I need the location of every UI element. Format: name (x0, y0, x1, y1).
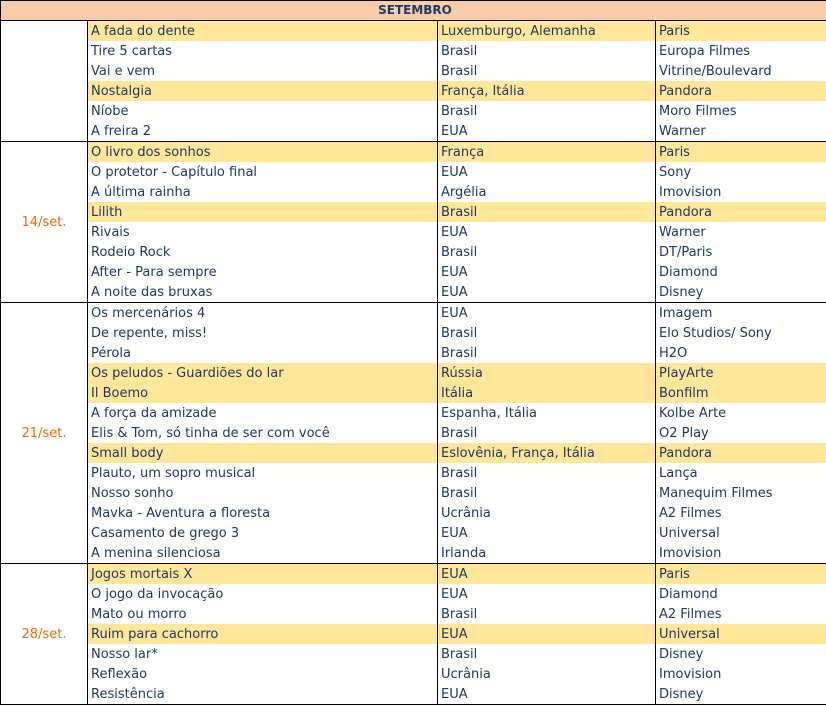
distributor-cell: Sony (656, 162, 826, 182)
month-title: SETEMBRO (1, 1, 826, 21)
film-row (1, 242, 826, 262)
film-title-cell: Resistência (88, 684, 438, 705)
distributor-cell: Universal (656, 624, 826, 644)
country-cell: Ucrânia (438, 664, 656, 684)
country-cell: EUA (438, 262, 656, 282)
film-row (1, 383, 826, 403)
country-cell: Brasil (438, 202, 656, 222)
film-row (1, 222, 826, 242)
distributor-cell: Imovision (656, 664, 826, 684)
distributor-cell: Paris (656, 564, 826, 585)
film-title-cell: A fada do dente (88, 21, 438, 42)
country-cell: EUA (438, 584, 656, 604)
distributor-cell: Diamond (656, 584, 826, 604)
release-date-cell: 14/set. (1, 142, 88, 303)
country-cell: EUA (438, 564, 656, 585)
country-cell: EUA (438, 222, 656, 242)
country-cell: EUA (438, 282, 656, 303)
distributor-cell: Manequim Filmes (656, 483, 826, 503)
film-row (1, 202, 826, 222)
distributor-cell: Pandora (656, 443, 826, 463)
country-cell: Espanha, Itália (438, 403, 656, 423)
distributor-cell: Imovision (656, 182, 826, 202)
country-cell: França (438, 142, 656, 163)
film-title-cell: Os peludos - Guardiões do lar (88, 363, 438, 383)
film-title-cell: A noite das bruxas (88, 282, 438, 303)
film-row (1, 644, 826, 664)
film-title-cell: Rivais (88, 222, 438, 242)
distributor-cell: Paris (656, 21, 826, 42)
film-title-cell: Casamento de grego 3 (88, 523, 438, 543)
country-cell: Brasil (438, 483, 656, 503)
country-cell: EUA (438, 684, 656, 705)
country-cell: Irlanda (438, 543, 656, 564)
film-row (1, 61, 826, 81)
film-title-cell: A última rainha (88, 182, 438, 202)
distributor-cell: A2 Filmes (656, 604, 826, 624)
film-title-cell: O jogo da invocação (88, 584, 438, 604)
film-title-cell: Lilith (88, 202, 438, 222)
film-row (1, 21, 826, 42)
film-row (1, 41, 826, 61)
distributor-cell: Bonfilm (656, 383, 826, 403)
distributor-cell: Paris (656, 142, 826, 163)
film-row (1, 121, 826, 142)
film-title-cell: O livro dos sonhos (88, 142, 438, 163)
film-row (1, 463, 826, 483)
distributor-cell: Moro Filmes (656, 101, 826, 121)
distributor-cell: O2 Play (656, 423, 826, 443)
film-row (1, 503, 826, 523)
film-title-cell: Jogos mortais X (88, 564, 438, 585)
distributor-cell: Vitrine/Boulevard (656, 61, 826, 81)
film-title-cell: Small body (88, 443, 438, 463)
film-row (1, 303, 826, 324)
film-row (1, 604, 826, 624)
film-row (1, 343, 826, 363)
distributor-cell: Diamond (656, 262, 826, 282)
film-row (1, 584, 826, 604)
film-title-cell: Os mercenários 4 (88, 303, 438, 324)
distributor-cell: Pandora (656, 81, 826, 101)
film-title-cell: Mato ou morro (88, 604, 438, 624)
country-cell: Brasil (438, 242, 656, 262)
film-title-cell: A menina silenciosa (88, 543, 438, 564)
film-title-cell: A freira 2 (88, 121, 438, 142)
film-title-cell: Reflexão (88, 664, 438, 684)
distributor-cell: DT/Paris (656, 242, 826, 262)
film-row (1, 182, 826, 202)
country-cell: Brasil (438, 604, 656, 624)
film-row (1, 162, 826, 182)
header-row (1, 1, 826, 21)
film-row (1, 142, 826, 163)
film-title-cell: Tire 5 cartas (88, 41, 438, 61)
film-row (1, 684, 826, 705)
distributor-cell: Europa Filmes (656, 41, 826, 61)
film-title-cell: Plauto, um sopro musical (88, 463, 438, 483)
film-row (1, 323, 826, 343)
country-cell: EUA (438, 121, 656, 142)
film-row (1, 664, 826, 684)
country-cell: Eslovênia, França, Itália (438, 443, 656, 463)
film-row (1, 564, 826, 585)
film-row (1, 262, 826, 282)
film-title-cell: Nosso sonho (88, 483, 438, 503)
country-cell: Brasil (438, 644, 656, 664)
film-row (1, 282, 826, 303)
film-title-cell: Il Boemo (88, 383, 438, 403)
distributor-cell: H2O (656, 343, 826, 363)
distributor-cell: Disney (656, 644, 826, 664)
film-title-cell: De repente, miss! (88, 323, 438, 343)
film-title-cell: Vai e vem (88, 61, 438, 81)
film-title-cell: Nostalgia (88, 81, 438, 101)
film-title-cell: Nosso lar* (88, 644, 438, 664)
country-cell: EUA (438, 303, 656, 324)
film-row (1, 101, 826, 121)
distributor-cell: Universal (656, 523, 826, 543)
distributor-cell: PlayArte (656, 363, 826, 383)
film-title-cell: O protetor - Capítulo final (88, 162, 438, 182)
film-title-cell: Níobe (88, 101, 438, 121)
film-row (1, 403, 826, 423)
country-cell: Rússia (438, 363, 656, 383)
country-cell: Brasil (438, 101, 656, 121)
film-row (1, 523, 826, 543)
country-cell: Brasil (438, 423, 656, 443)
film-title-cell: Elis & Tom, só tinha de ser com você (88, 423, 438, 443)
distributor-cell: Warner (656, 121, 826, 142)
country-cell: Brasil (438, 323, 656, 343)
distributor-cell: A2 Filmes (656, 503, 826, 523)
film-row (1, 624, 826, 644)
country-cell: EUA (438, 162, 656, 182)
distributor-cell: Imovision (656, 543, 826, 564)
country-cell: EUA (438, 624, 656, 644)
country-cell: Brasil (438, 463, 656, 483)
distributor-cell: Imagem (656, 303, 826, 324)
distributor-cell: Disney (656, 684, 826, 705)
country-cell: Ucrânia (438, 503, 656, 523)
country-cell: Brasil (438, 343, 656, 363)
film-row (1, 443, 826, 463)
film-title-cell: Mavka - Aventura a floresta (88, 503, 438, 523)
distributor-cell: Lança (656, 463, 826, 483)
film-row (1, 543, 826, 564)
country-cell: Argélia (438, 182, 656, 202)
film-title-cell: Rodeio Rock (88, 242, 438, 262)
film-row (1, 483, 826, 503)
country-cell: Itália (438, 383, 656, 403)
country-cell: França, Itália (438, 81, 656, 101)
release-date-cell (1, 21, 88, 142)
country-cell: EUA (438, 523, 656, 543)
film-row (1, 423, 826, 443)
film-title-cell: Ruim para cachorro (88, 624, 438, 644)
release-date-cell: 28/set. (1, 564, 88, 705)
distributor-cell: Pandora (656, 202, 826, 222)
country-cell: Luxemburgo, Alemanha (438, 21, 656, 42)
film-title-cell: After - Para sempre (88, 262, 438, 282)
country-cell: Brasil (438, 61, 656, 81)
distributor-cell: Warner (656, 222, 826, 242)
release-date-cell: 21/set. (1, 303, 88, 564)
country-cell: Brasil (438, 41, 656, 61)
film-row (1, 81, 826, 101)
film-row (1, 363, 826, 383)
distributor-cell: Elo Studios/ Sony (656, 323, 826, 343)
distributor-cell: Disney (656, 282, 826, 303)
film-title-cell: A força da amizade (88, 403, 438, 423)
distributor-cell: Kolbe Arte (656, 403, 826, 423)
film-title-cell: Pérola (88, 343, 438, 363)
